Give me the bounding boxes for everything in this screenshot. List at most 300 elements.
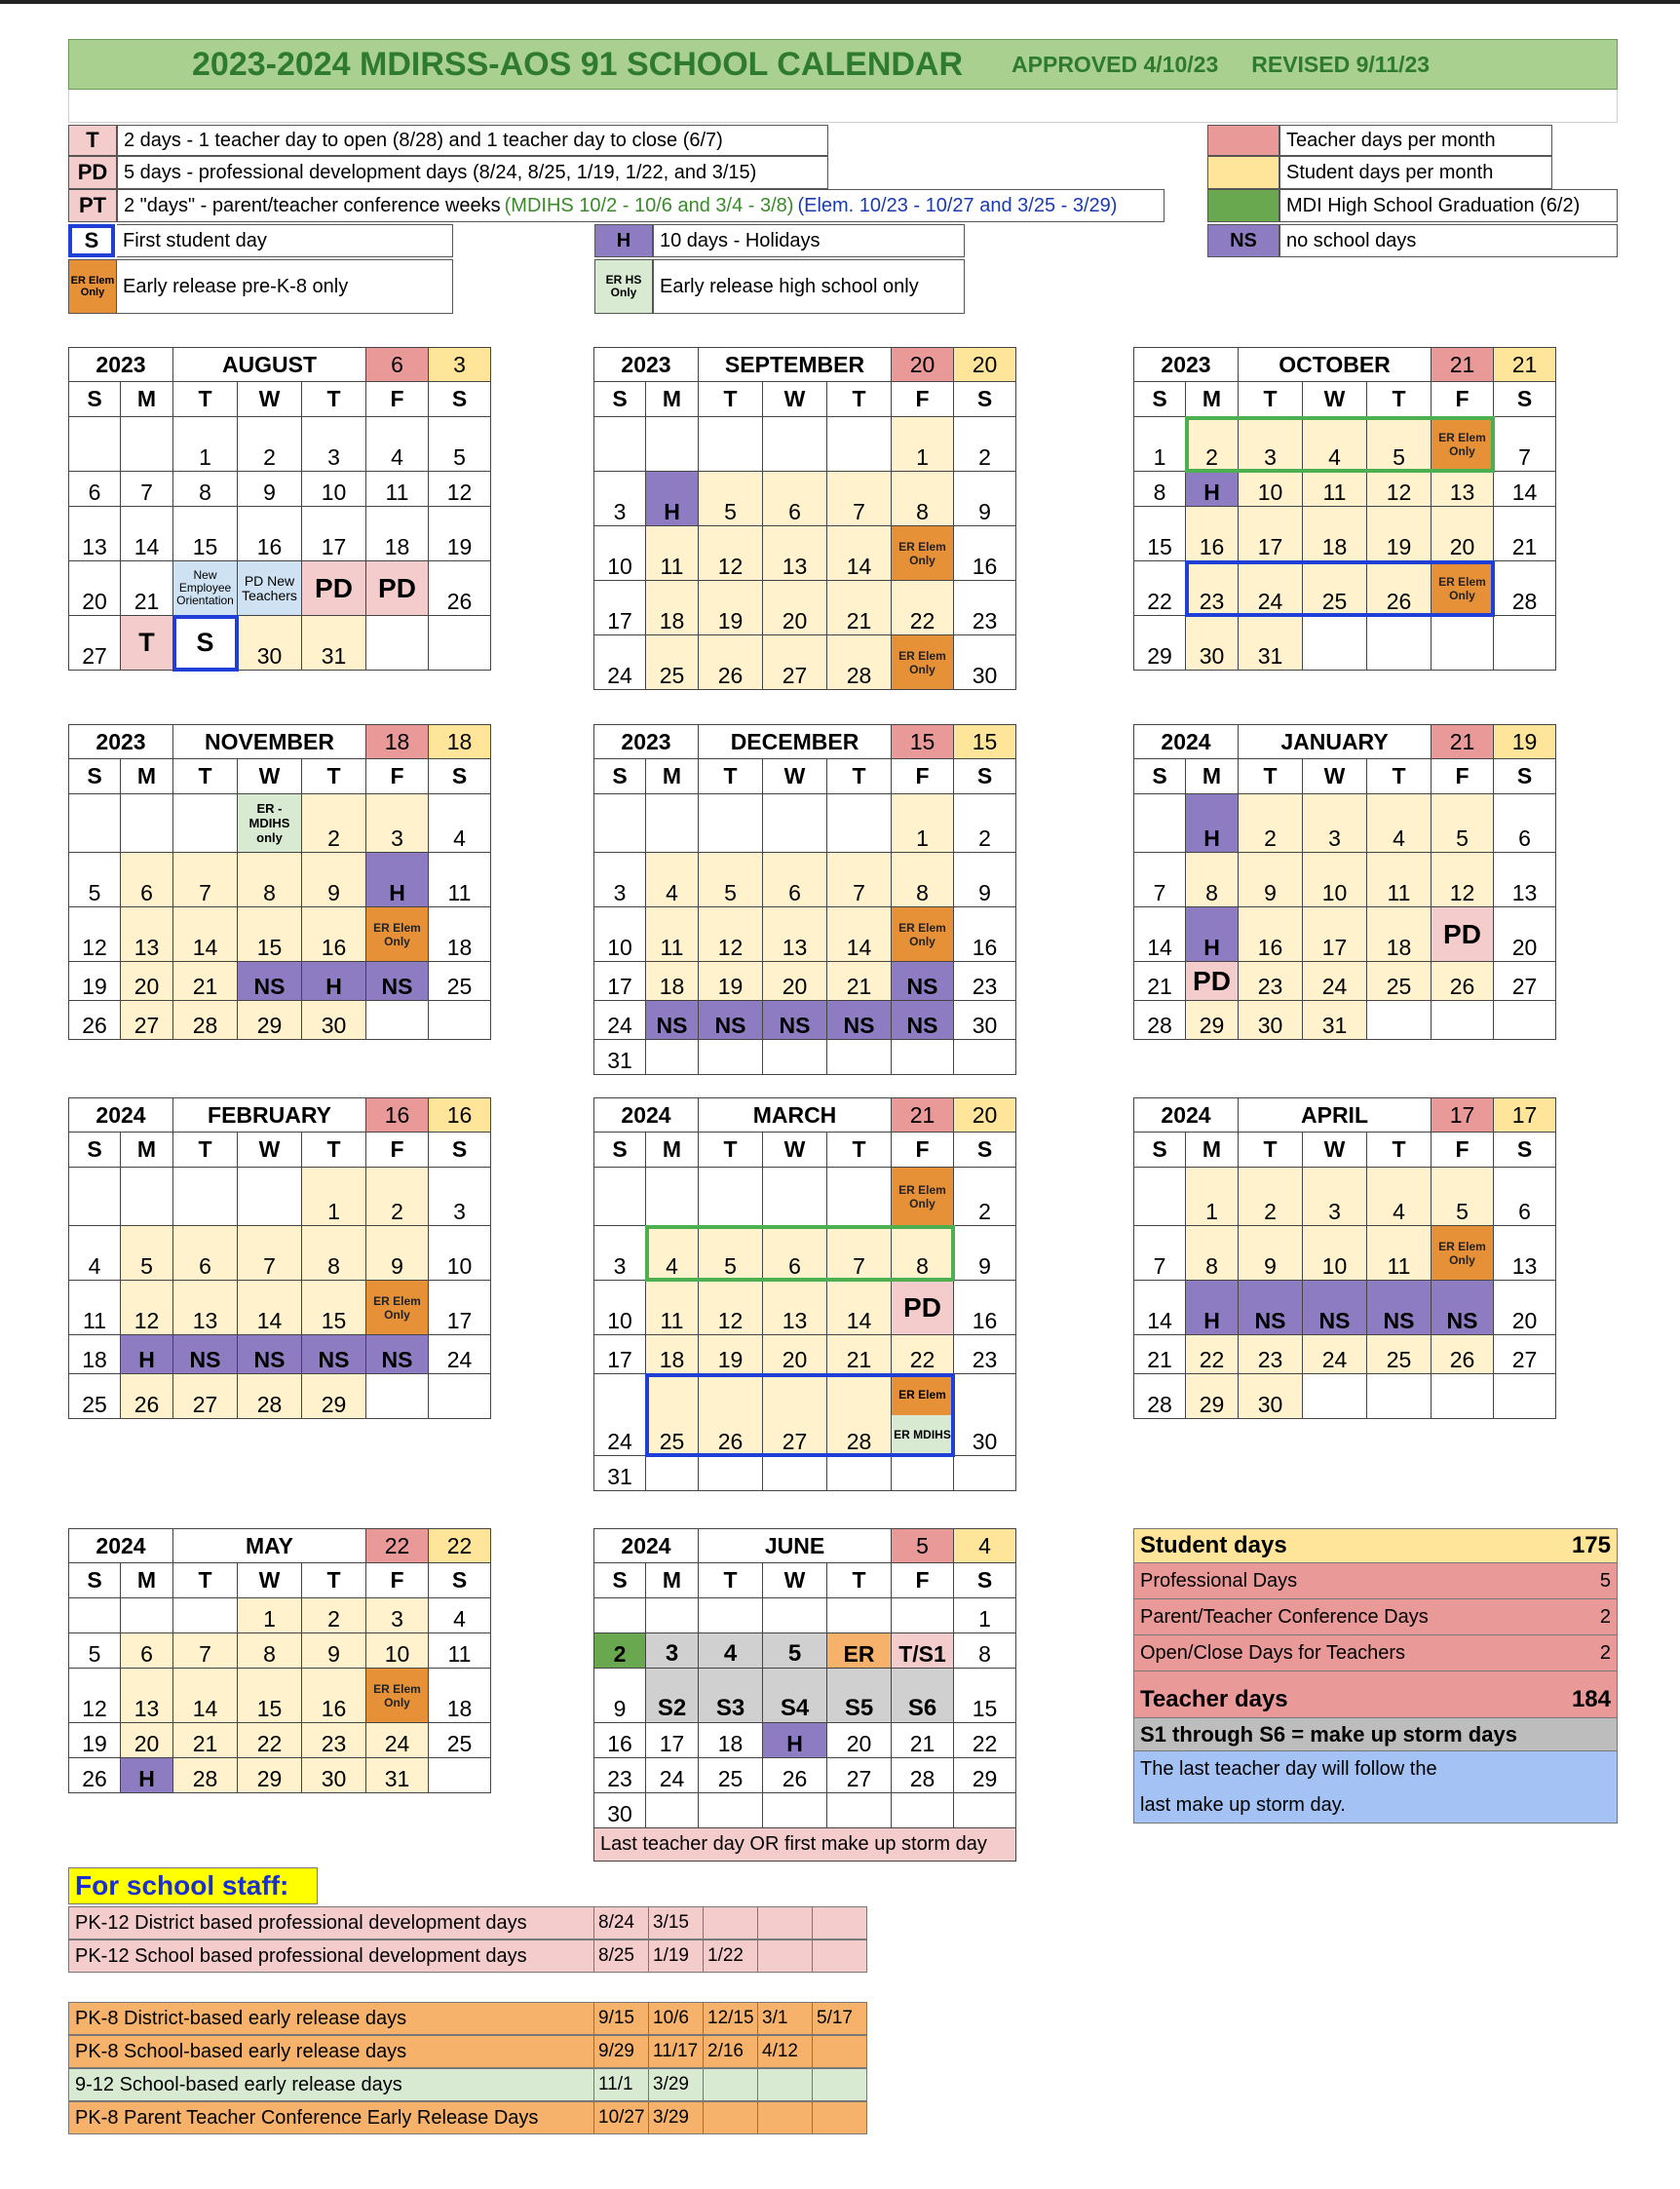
day-of-week-header: M xyxy=(121,1133,173,1168)
no-school-cell: NS xyxy=(173,1335,238,1374)
day-cell: 21 xyxy=(1494,507,1556,561)
day-of-week-header: S xyxy=(429,1133,491,1168)
day-of-week-header: F xyxy=(892,759,954,794)
storm-day-cell: 4 xyxy=(699,1633,763,1669)
staff-row-date xyxy=(758,2068,813,2101)
day-of-week-header: F xyxy=(366,759,429,794)
day-of-week-header: W xyxy=(1303,759,1367,794)
day-of-week-header: S xyxy=(429,382,491,417)
student-day-cell: 24 xyxy=(1303,962,1367,1001)
student-day-cell: 13 xyxy=(1432,472,1494,507)
student-day-cell: 6 xyxy=(763,853,827,907)
day-of-week-header: T xyxy=(1367,1133,1432,1168)
day-cell: 10 xyxy=(593,907,646,962)
graduation-day-cell: 2 xyxy=(593,1633,646,1669)
month-student-days: 15 xyxy=(954,724,1016,759)
day-of-week-header: W xyxy=(238,382,302,417)
day-of-week-header: F xyxy=(366,1563,429,1598)
student-day-cell: 7 xyxy=(827,1226,892,1281)
month-year: 2023 xyxy=(593,724,699,759)
day-cell: 30 xyxy=(954,635,1016,690)
day-cell: 25 xyxy=(699,1758,763,1793)
month-year: 2024 xyxy=(68,1097,173,1133)
student-day-cell: 26 xyxy=(121,1374,173,1419)
day-cell: 1 xyxy=(1133,417,1186,472)
day-of-week-header: F xyxy=(892,1563,954,1598)
month-name: DECEMBER xyxy=(699,724,892,759)
empty-cell xyxy=(646,417,699,472)
day-cell: 22 xyxy=(1133,561,1186,616)
student-day-cell: 17 xyxy=(1239,507,1303,561)
staff-row-date: 11/17 xyxy=(649,2035,704,2068)
staff-row-date: 2/16 xyxy=(704,2035,758,2068)
month-student-days: 17 xyxy=(1494,1097,1556,1133)
empty-cell xyxy=(699,1793,763,1828)
student-day-cell: 12 xyxy=(1432,853,1494,907)
day-cell: 26 xyxy=(429,561,491,616)
student-day-cell: 25 xyxy=(1303,561,1367,616)
day-cell: 11 xyxy=(429,1633,491,1669)
day-of-week-header: M xyxy=(121,759,173,794)
staff-row xyxy=(68,1939,867,1973)
month-name: OCTOBER xyxy=(1239,347,1432,382)
student-day-cell: 8 xyxy=(892,853,954,907)
day-cell: 7 xyxy=(121,472,173,507)
day-cell: 24 xyxy=(593,1374,646,1456)
month-name: AUGUST xyxy=(173,347,366,382)
student-day-cell: 16 xyxy=(302,907,366,962)
day-cell: 19 xyxy=(68,962,121,1001)
day-cell: 10 xyxy=(593,526,646,581)
day-of-week-header: S xyxy=(68,382,121,417)
no-school-cell: NS xyxy=(763,1001,827,1040)
day-cell: 8 xyxy=(1133,472,1186,507)
day-cell: 9 xyxy=(238,472,302,507)
summary-professional-value: 5 xyxy=(1599,1569,1611,1592)
staff-row-date xyxy=(704,2068,758,2101)
legend-er-elem-swatch: ER Elem Only xyxy=(68,259,117,314)
calendar-title-bar xyxy=(68,39,1618,90)
student-day-cell: 27 xyxy=(763,635,827,690)
empty-cell xyxy=(593,794,646,853)
student-day-cell: 28 xyxy=(238,1374,302,1419)
legend-s-swatch: S xyxy=(68,224,115,257)
day-cell: 13 xyxy=(68,507,121,561)
empty-cell xyxy=(1133,794,1186,853)
early-release-elem-cell: ER Elem Only xyxy=(892,635,954,690)
student-day-cell: 11 xyxy=(1367,853,1432,907)
student-day-cell: 10 xyxy=(1303,1226,1367,1281)
student-day-cell: 4 xyxy=(646,1226,699,1281)
empty-cell xyxy=(763,1040,827,1075)
empty-cell xyxy=(827,794,892,853)
empty-cell xyxy=(1494,1001,1556,1040)
staff-row-date: 10/6 xyxy=(649,2002,704,2035)
student-day-cell: 1 xyxy=(892,417,954,472)
storm-day-cell: 3 xyxy=(646,1633,699,1669)
month-name: NOVEMBER xyxy=(173,724,366,759)
staff-row xyxy=(68,2101,867,2134)
empty-cell xyxy=(763,1456,827,1491)
empty-cell xyxy=(892,1456,954,1491)
holiday-cell: H xyxy=(1186,472,1239,507)
student-day-cell: 23 xyxy=(1239,1335,1303,1374)
student-day-cell: 30 xyxy=(302,1758,366,1793)
empty-cell xyxy=(827,1040,892,1075)
empty-cell xyxy=(429,616,491,671)
no-school-cell: NS xyxy=(1239,1281,1303,1335)
day-cell: 29 xyxy=(1133,616,1186,671)
staff-row-date: 8/24 xyxy=(594,1906,649,1939)
month-name: SEPTEMBER xyxy=(699,347,892,382)
student-day-cell: 9 xyxy=(1239,853,1303,907)
storm-day-cell: S3 xyxy=(699,1669,763,1723)
day-cell: 23 xyxy=(954,1335,1016,1374)
student-day-cell: 9 xyxy=(1239,1226,1303,1281)
student-day-cell: 29 xyxy=(238,1758,302,1793)
staff-row-label: PK-8 School-based early release days xyxy=(68,2035,594,2068)
student-day-cell: 11 xyxy=(1367,1226,1432,1281)
month-student-days: 4 xyxy=(954,1528,1016,1563)
legend-t-text: 2 days - 1 teacher day to open (8/28) and 1 teacher day to close (6/7) xyxy=(117,125,828,156)
staff-section xyxy=(68,1867,867,2134)
revised-date: REVISED 9/11/23 xyxy=(1251,51,1431,77)
day-cell: 23 xyxy=(954,962,1016,1001)
day-of-week-header: T xyxy=(1367,382,1432,417)
day-cell: 18 xyxy=(429,907,491,962)
student-day-cell: 11 xyxy=(1303,472,1367,507)
student-day-cell: 21 xyxy=(173,962,238,1001)
student-day-cell: 5 xyxy=(699,853,763,907)
month-teacher-days: 5 xyxy=(892,1528,954,1563)
summary-openclose-label: Open/Close Days for Teachers xyxy=(1140,1641,1405,1664)
empty-cell xyxy=(699,794,763,853)
month-student-days: 19 xyxy=(1494,724,1556,759)
legend-ns-text: no school days xyxy=(1279,224,1618,257)
day-of-week-header: S xyxy=(1494,1133,1556,1168)
day-of-week-header: W xyxy=(238,1133,302,1168)
early-release-elem-cell: ER Elem Only xyxy=(366,1669,429,1723)
day-cell: 17 xyxy=(429,1281,491,1335)
student-day-cell: 12 xyxy=(121,1281,173,1335)
legend-s-text: First student day xyxy=(117,224,453,257)
student-day-cell: 26 xyxy=(699,635,763,690)
day-of-week-header: S xyxy=(593,1133,646,1168)
student-day-cell: 29 xyxy=(1186,1374,1239,1419)
month-september xyxy=(593,347,1036,690)
day-of-week-header: M xyxy=(646,382,699,417)
day-of-week-header: S xyxy=(429,759,491,794)
legend-pd-swatch: PD xyxy=(68,156,117,189)
student-day-cell: 18 xyxy=(646,962,699,1001)
empty-cell xyxy=(763,1793,827,1828)
day-of-week-header: M xyxy=(646,759,699,794)
day-cell: 13 xyxy=(1494,853,1556,907)
staff-row-date: 12/15 xyxy=(704,2002,758,2035)
er-elem-part: ER Elem xyxy=(892,1374,953,1415)
student-day-cell: 18 xyxy=(646,1335,699,1374)
empty-cell xyxy=(827,1598,892,1633)
student-day-cell: 4 xyxy=(646,853,699,907)
day-cell: 1 xyxy=(954,1598,1016,1633)
staff-heading: For school staff: xyxy=(68,1867,318,1904)
staff-row-date xyxy=(758,1906,813,1939)
day-cell: 27 xyxy=(68,616,121,671)
summary-student-days xyxy=(1133,1528,1618,1563)
empty-cell xyxy=(366,616,429,671)
day-cell: 8 xyxy=(954,1633,1016,1669)
staff-row xyxy=(68,2068,867,2101)
holiday-cell: H xyxy=(121,1335,173,1374)
student-day-cell: 13 xyxy=(173,1281,238,1335)
empty-cell xyxy=(1494,616,1556,671)
student-day-cell: 14 xyxy=(238,1281,302,1335)
day-of-week-header: M xyxy=(1186,759,1239,794)
student-day-cell: 21 xyxy=(173,1723,238,1758)
day-of-week-header: F xyxy=(892,382,954,417)
storm-day-cell: S6 xyxy=(892,1669,954,1723)
student-day-cell: 1 xyxy=(302,1168,366,1226)
month-student-days: 20 xyxy=(954,347,1016,382)
month-teacher-days: 20 xyxy=(892,347,954,382)
no-school-cell: NS xyxy=(699,1001,763,1040)
empty-cell xyxy=(1303,616,1367,671)
month-year: 2024 xyxy=(1133,724,1239,759)
day-cell: 16 xyxy=(593,1723,646,1758)
student-day-cell: 2 xyxy=(1186,417,1239,472)
student-day-cell: 19 xyxy=(699,1335,763,1374)
day-of-week-header: M xyxy=(121,1563,173,1598)
empty-cell xyxy=(121,417,173,472)
student-day-cell: 9 xyxy=(302,1633,366,1669)
month-year: 2023 xyxy=(68,724,173,759)
day-cell: 10 xyxy=(429,1226,491,1281)
day-cell: 12 xyxy=(68,907,121,962)
empty-cell xyxy=(366,1374,429,1419)
day-of-week-header: T xyxy=(699,759,763,794)
empty-cell xyxy=(1367,1001,1432,1040)
student-day-cell: 19 xyxy=(699,581,763,635)
student-day-cell: 7 xyxy=(173,853,238,907)
day-cell: 28 xyxy=(1133,1374,1186,1419)
student-day-cell: 14 xyxy=(173,1669,238,1723)
empty-cell xyxy=(593,417,646,472)
empty-cell xyxy=(429,1374,491,1419)
student-day-cell: 27 xyxy=(173,1374,238,1419)
month-student-days: 21 xyxy=(1494,347,1556,382)
student-day-cell: 31 xyxy=(366,1758,429,1793)
day-of-week-header: T xyxy=(173,382,238,417)
staff-row-date: 9/15 xyxy=(594,2002,649,2035)
day-cell: 6 xyxy=(1494,794,1556,853)
day-cell: 17 xyxy=(646,1723,699,1758)
month-june xyxy=(593,1528,1036,1862)
empty-cell xyxy=(68,1598,121,1633)
day-cell: 28 xyxy=(892,1758,954,1793)
day-of-week-header: F xyxy=(1432,759,1494,794)
no-school-cell: NS xyxy=(1432,1281,1494,1335)
staff-row xyxy=(68,1906,867,1939)
day-of-week-header: T xyxy=(699,1563,763,1598)
day-cell: 4 xyxy=(429,1598,491,1633)
empty-cell xyxy=(827,1456,892,1491)
day-cell: 16 xyxy=(954,907,1016,962)
staff-row-date: 11/1 xyxy=(594,2068,649,2101)
early-release-elem-cell: ER Elem Only xyxy=(1432,417,1494,472)
month-name: APRIL xyxy=(1239,1097,1432,1133)
month-name: MARCH xyxy=(699,1097,892,1133)
pd-day-cell: PD xyxy=(892,1281,954,1335)
student-day-cell: 21 xyxy=(827,1335,892,1374)
month-teacher-days: 22 xyxy=(366,1528,429,1563)
student-day-cell: 15 xyxy=(238,1669,302,1723)
month-year: 2024 xyxy=(593,1097,699,1133)
student-day-cell: 11 xyxy=(646,907,699,962)
day-cell: 30 xyxy=(954,1001,1016,1040)
day-of-week-header: W xyxy=(1303,1133,1367,1168)
empty-cell xyxy=(593,1598,646,1633)
empty-cell xyxy=(121,794,173,853)
day-cell: 19 xyxy=(429,507,491,561)
staff-row-label: PK-12 District based professional development days xyxy=(68,1906,594,1939)
student-day-cell: 7 xyxy=(238,1226,302,1281)
day-cell: 9 xyxy=(954,472,1016,526)
day-cell: 28 xyxy=(1133,1001,1186,1040)
day-of-week-header: T xyxy=(827,759,892,794)
day-of-week-header: S xyxy=(68,759,121,794)
day-of-week-header: S xyxy=(68,1563,121,1598)
day-of-week-header: T xyxy=(173,1563,238,1598)
day-cell: 3 xyxy=(429,1168,491,1226)
day-of-week-header: F xyxy=(1432,382,1494,417)
student-day-cell: 21 xyxy=(827,962,892,1001)
early-release-elem-cell: ER Elem Only xyxy=(1432,1226,1494,1281)
student-day-cell: 28 xyxy=(827,635,892,690)
empty-cell xyxy=(827,1168,892,1226)
student-day-cell: 16 xyxy=(302,1669,366,1723)
pd-day-cell: PD xyxy=(302,561,366,616)
empty-cell xyxy=(1432,1001,1494,1040)
day-of-week-header: W xyxy=(763,1133,827,1168)
student-day-cell: 1 xyxy=(238,1598,302,1633)
holiday-cell: H xyxy=(1186,907,1239,962)
early-release-cell: ER xyxy=(827,1633,892,1669)
student-day-cell: 18 xyxy=(1303,507,1367,561)
legend-h-text: 10 days - Holidays xyxy=(653,224,965,257)
month-name: JUNE xyxy=(699,1528,892,1563)
empty-cell xyxy=(1494,1374,1556,1419)
empty-cell xyxy=(646,1793,699,1828)
student-day-cell: 6 xyxy=(121,853,173,907)
empty-cell xyxy=(646,1040,699,1075)
no-school-cell: NS xyxy=(646,1001,699,1040)
student-day-cell: 3 xyxy=(1303,1168,1367,1226)
staff-row-date: 5/17 xyxy=(813,2002,867,2035)
no-school-cell: NS xyxy=(302,1335,366,1374)
student-day-cell: 5 xyxy=(1367,417,1432,472)
staff-row-date xyxy=(704,1906,758,1939)
empty-cell xyxy=(763,794,827,853)
legend-graduation-swatch xyxy=(1207,189,1279,222)
student-day-cell: 11 xyxy=(646,1281,699,1335)
day-cell: 30 xyxy=(954,1374,1016,1456)
early-release-elem-cell: ER Elem Only xyxy=(892,526,954,581)
legend-pt-swatch: PT xyxy=(68,189,117,222)
empty-cell xyxy=(121,1168,173,1226)
no-school-cell: NS xyxy=(366,962,429,1001)
day-of-week-header: S xyxy=(954,1133,1016,1168)
empty-cell xyxy=(954,1040,1016,1075)
early-release-hs-cell: ER - MDIHS only xyxy=(238,794,302,853)
student-day-cell: 5 xyxy=(699,472,763,526)
summary-teacher-days xyxy=(1133,1671,1618,1718)
pd-day-cell: PD xyxy=(366,561,429,616)
day-of-week-header: T xyxy=(1367,759,1432,794)
day-cell: 4 xyxy=(366,417,429,472)
student-day-cell: 4 xyxy=(1367,1168,1432,1226)
day-cell: 3 xyxy=(593,472,646,526)
day-of-week-header: S xyxy=(1494,382,1556,417)
summary-student-label: Student days xyxy=(1140,1532,1287,1558)
month-teacher-days: 18 xyxy=(366,724,429,759)
day-cell: 3 xyxy=(593,853,646,907)
month-august xyxy=(68,347,511,671)
day-of-week-header: M xyxy=(121,382,173,417)
empty-cell xyxy=(429,1758,491,1793)
staff-row-date: 3/1 xyxy=(758,2002,813,2035)
summary-openclose-value: 2 xyxy=(1599,1641,1611,1664)
month-january xyxy=(1133,724,1576,1040)
day-of-week-header: W xyxy=(1303,382,1367,417)
er-mdihs-part: ER MDIHS xyxy=(892,1415,953,1456)
day-cell: 17 xyxy=(593,581,646,635)
empty-cell xyxy=(954,1456,1016,1491)
student-day-cell: 13 xyxy=(121,907,173,962)
day-of-week-header: S xyxy=(1133,382,1186,417)
staff-row-date xyxy=(813,2068,867,2101)
student-day-cell: 7 xyxy=(173,1633,238,1669)
student-day-cell: 20 xyxy=(121,1723,173,1758)
early-release-elem-cell: ER Elem Only xyxy=(366,1281,429,1335)
storm-day-cell: S5 xyxy=(827,1669,892,1723)
day-cell: 24 xyxy=(646,1758,699,1793)
day-of-week-header: F xyxy=(892,1133,954,1168)
staff-row-date: 1/19 xyxy=(649,1939,704,1973)
student-day-cell: 12 xyxy=(699,907,763,962)
student-day-cell: 22 xyxy=(892,581,954,635)
day-cell: 9 xyxy=(954,1226,1016,1281)
day-cell: 23 xyxy=(954,581,1016,635)
day-cell: 25 xyxy=(429,1723,491,1758)
day-cell: 7 xyxy=(1133,1226,1186,1281)
day-cell: 3 xyxy=(593,1226,646,1281)
day-of-week-header: T xyxy=(1239,759,1303,794)
day-of-week-header: M xyxy=(646,1133,699,1168)
student-day-cell: 18 xyxy=(1367,907,1432,962)
legend-pd-text: 5 days - professional development days (8/24, 8/25, 1/19, 1/22, and 3/15) xyxy=(117,156,828,189)
legend-teacher-swatch xyxy=(1207,125,1279,156)
day-cell: 18 xyxy=(429,1669,491,1723)
summary-ptc-label: Parent/Teacher Conference Days xyxy=(1140,1605,1429,1628)
empty-cell xyxy=(646,794,699,853)
day-of-week-header: T xyxy=(302,382,366,417)
day-of-week-header: S xyxy=(954,382,1016,417)
student-day-cell: 3 xyxy=(366,1598,429,1633)
day-cell: 28 xyxy=(1494,561,1556,616)
day-cell: 27 xyxy=(1494,962,1556,1001)
staff-row xyxy=(68,2002,867,2035)
day-cell: 8 xyxy=(173,472,238,507)
